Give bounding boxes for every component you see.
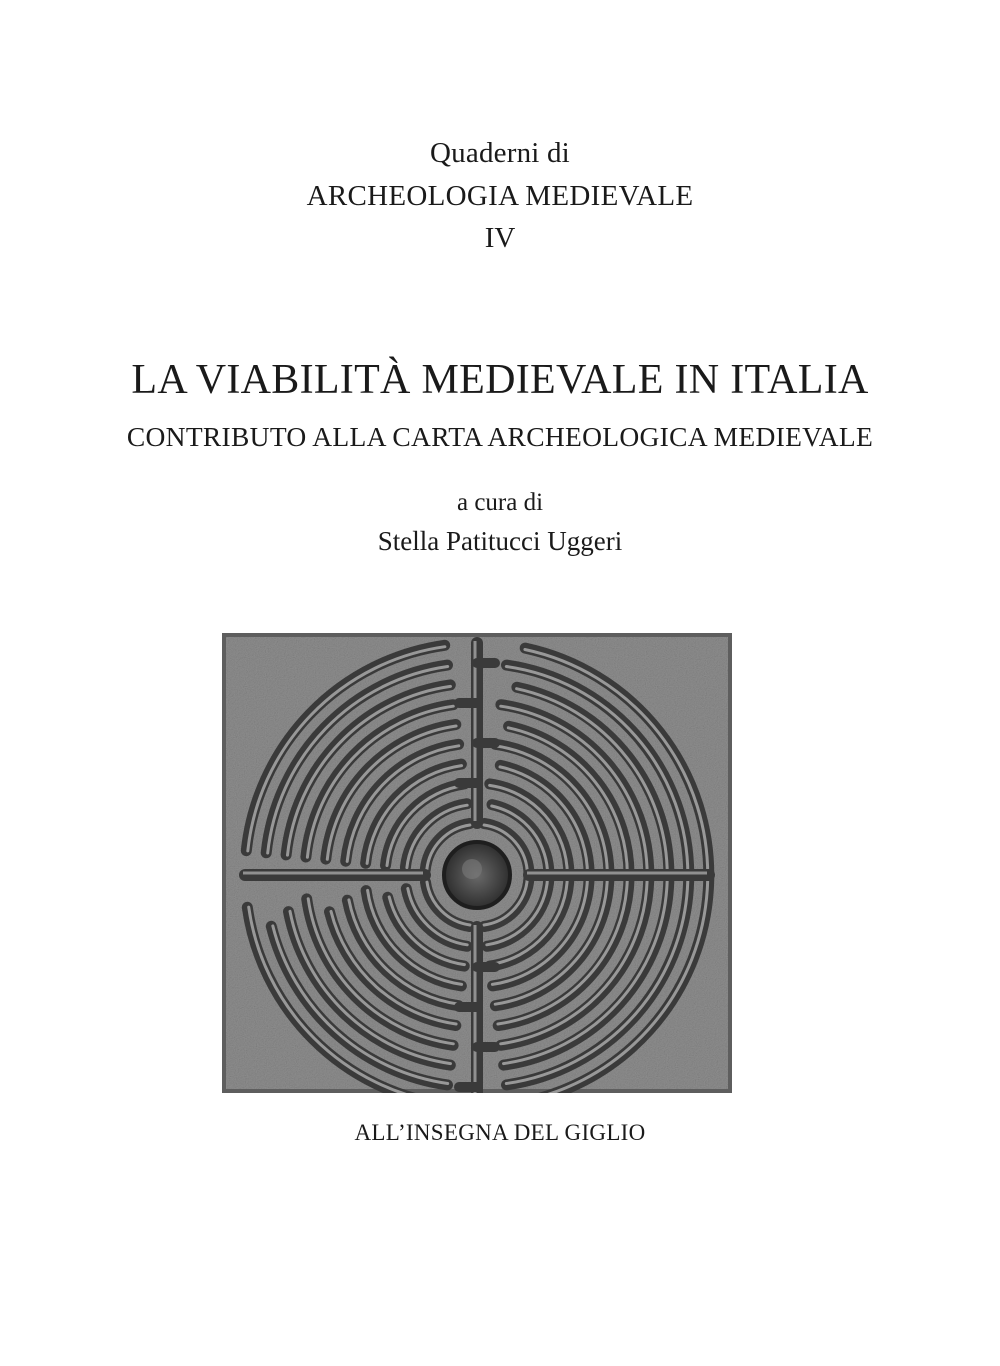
book-subtitle: CONTRIBUTO ALLA CARTA ARCHEOLOGICA MEDIEVALE [126, 421, 874, 452]
series-name: ARCHEOLOGIA MEDIEVALE [306, 180, 694, 212]
publisher-name: ALL’INSEGNA DEL GIGLIO [354, 1120, 646, 1145]
book-title: LA VIABILITÀ MEDIEVALE IN ITALIA [131, 357, 869, 403]
labyrinth-illustration [222, 633, 732, 1093]
series-volume: IV [484, 222, 516, 254]
editor-label: a cura di [456, 489, 544, 516]
editor-name: Stella Patitucci Uggeri [377, 526, 623, 556]
series-label: Quaderni di [430, 137, 570, 169]
labyrinth-icon [222, 633, 732, 1093]
